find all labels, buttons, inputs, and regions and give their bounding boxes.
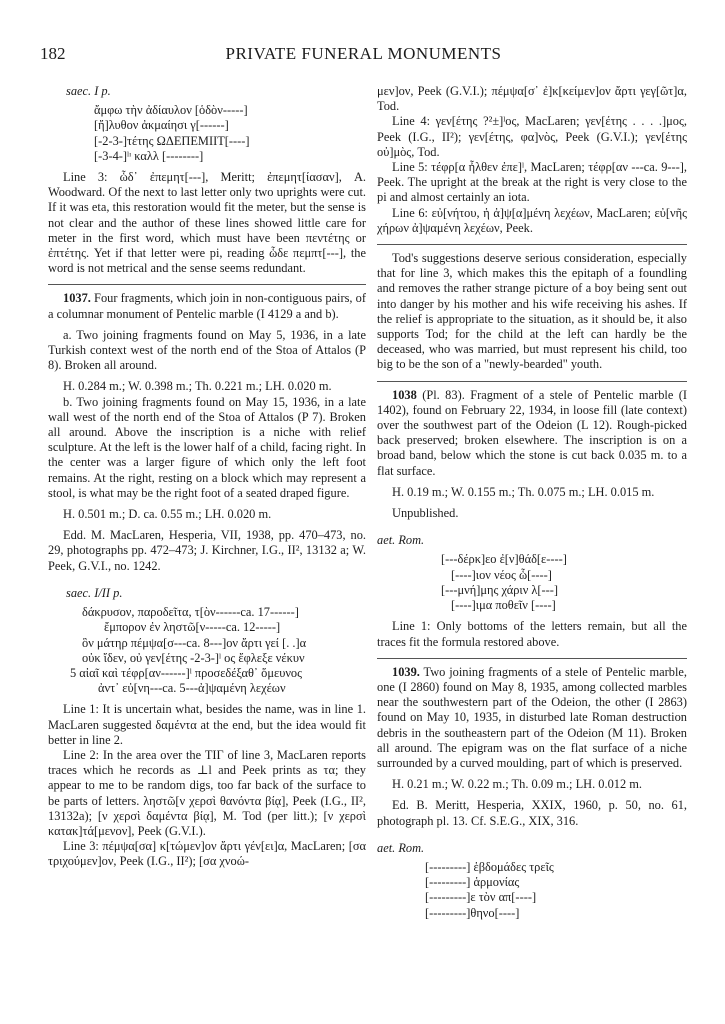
running-title: PRIVATE FUNERAL MONUMENTS [225, 44, 502, 63]
dimensions: H. 0.284 m.; W. 0.398 m.; Th. 0.221 m.; LH. 0.020 m. [63, 379, 332, 394]
note-line-4: Line 4: γεν[έτης ?²±]ˡος, MacLaren; γεν[έτης . . . .]μος, Peek (I.G., II²); γεν[έτης, φα]νὸς, Peek (G.V.I.); γεν[έτης οὐ]μὸς, Tod. [377, 114, 687, 159]
inscription-line: [---δέρκ]εο ἐ[ν]θάδ[ε----] [441, 552, 567, 567]
inscription-line: ἀντ᾽ εὐ[νη---ca. 5---ἀ]ψαμένη λεχέων [98, 681, 286, 696]
note-line-3: Line 3: πέμψα[σα] κ[τώμεν]ον ἄρτι γέν[ει]α, MacLaren; [σα τριχούμεν]ον, Peek (I.G., II²); [σα χνοώ- [48, 839, 366, 869]
inscription-line: ὃν μάτηρ πέμψα[σ---ca. 8---]ον ἄρτι γεί [. .]α [82, 635, 307, 650]
inscription-line: ἔμπορον ἐν ληστῶ[ν-----ca. 12-----] [104, 620, 281, 635]
inscription-line: [ἤ]λυθον ἀκμαίησι γ[------] [94, 118, 229, 133]
note-line-1: Line 1: It is uncertain what, besides the name, was in line 1. MacLaren suggested δαμέντα at the end, but the idea would fit better in line 2. [48, 702, 366, 747]
entry-number: 1038 [392, 387, 417, 402]
inscription-line: ἄμφω τὴν ἀδίαυλον [ὁδὸν-----] [94, 103, 248, 118]
date-heading: saec. I p. [66, 84, 111, 98]
inscription-line: [---------]ε τὸν απ[----] [425, 890, 537, 905]
entry-description: Four fragments, which join in non-contiguous pairs, of a columnar monument of Pentelic marble (I 4129 a and b). [48, 291, 366, 321]
entry-number: 1037. [63, 291, 91, 306]
inscription-line: οὐκ ἴδεν, οὐ γεν[έτης -2-3-]ˡ ος ἔφλεξε νέκυν [82, 650, 305, 665]
note-line-6: Line 6: εὐ[νήτου, ἡ ἀ]ψ[α]μένη λεχέων, MacLaren; εὐ[νῆς χήρων ἀ]ψαμένη λεχέων, Peek. [377, 205, 687, 235]
entry-description: (Pl. 83). Fragment of a stele of Pentelic marble (I 1402), found on February 22, 1934, in loose fill (late context) over the southwest part of the Odeion (L 12). Rough-picked back preserved; broken elsewhere. The inscription is on a broad band, below which the stone is cut back 0.035 m. to a flat surface. [377, 387, 687, 478]
divider [377, 381, 687, 382]
inscription-line: [-3-4-]ˡᶦ καλλ [--------] [94, 148, 204, 163]
dimensions: H. 0.501 m.; D. ca. 0.55 m.; LH. 0.020 m. [63, 507, 272, 522]
entry-1038 [377, 388, 687, 479]
note-line-5: Line 5: τέφρ[α ἦλθεν ἐπε]ˡ, MacLaren; τέφρ[αν ---ca. 9---], Peek. The upright at the break at the right is very close to the pi and almost certainly an iota. [377, 160, 687, 205]
divider [48, 284, 366, 285]
inscription-line: [-2-3-]τέτης ΩΔΕΠΕΜΙΙΤ[----] [94, 133, 250, 148]
entry-description: Two joining fragments of a stele of Pentelic marble, one (I 2860) found on May 8, 1935, among collected marbles near the southwestern part of the Odeion, the other (I 2863) found on May 10, 1935, in disturbed late Roman destruction debris in the southeastern part of the Odeion (M 11). Broken all around. The epigram was on the flat surface of a niche surrounded by a curved moulding, part of which is preserved. [377, 664, 688, 770]
fragment-a: a. Two joining fragments found on May 5, 1936, in a late Turkish context west of the north end of the Stoa of Attalos (P 8). Broken all around. [48, 327, 366, 373]
page-header [40, 44, 687, 68]
note-line-2: Line 2: In the area over the ΤΙΓ of line 3, MacLaren reports traces which he records as ⊥l and Peek prints as τα; they appear to me to be random digs, too far back of the surface to be parts of letters. ληστῶ[ν χερσὶ θανόντα βίᾳ], Peek (I.G., II², 13132a); [ν χερσὶ δαμέντα βίᾳ], M. Tod (per litt.); [ν χερσὶ κατακ]τά[μενον], Peek (G.V.I.). [48, 747, 366, 838]
inscription-1036 [94, 103, 366, 164]
commentary-paragraph: Line 3: ὧδ᾽ ἐπεμητ[---], Meritt; ἐπεμητ[ίασαν], A. Woodward. Of the next to last letter only two uprights were cut. If it was eta, this restoration would fit the meter, but the sense is not clear and the author of these lines showed little care for meter in the first word, which must have been πεντέτης or ἐπτέτης. Yet if that letter were pi, reading ὧδε πεμπτ[---], the word is not metrical and the sense seems redundant. [48, 170, 366, 276]
inscription-1039 [425, 860, 687, 921]
note-line-1: Line 1: Only bottoms of the letters remain, but all the traces fit the formula restored above. [377, 619, 687, 649]
inscription-line: [---------] ἁρμονίας [425, 875, 520, 890]
divider [377, 244, 687, 245]
inscription-line: [---------] ἑβδομάδες τρεῖς [425, 859, 554, 874]
editions: Edd. M. MacLaren, Hesperia, VII, 1938, pp. 470–473, no. 29, photographs pp. 472–473; J. Kirchner, I.G., II², 13132 a; W. Peek, G.V.I., no. 1242. [48, 528, 366, 573]
entry-number: 1039. [392, 664, 420, 679]
dimensions: H. 0.19 m.; W. 0.155 m.; Th. 0.075 m.; LH. 0.015 m. [392, 484, 655, 499]
note-continuation: μεν]ον, Peek (G.V.I.); πέμψα[σ᾽ ἐ]κ[κείμεν]ον ἄρτι γεγ[ῶτ]α, Tod. [377, 84, 687, 114]
entry-1039 [377, 665, 687, 771]
inscription-line: [----]ιον νέος ὧ[----] [451, 567, 552, 582]
date-heading: saec. I/II p. [66, 585, 123, 600]
inscription-1037 [70, 605, 366, 696]
editions: Ed. B. Meritt, Hesperia, XXIX, 1960, p. 50, no. 61, photograph pl. 13. Cf. S.E.G., XIX, 316. [377, 798, 687, 828]
right-column [377, 84, 687, 927]
dimensions: H. 0.21 m.; W. 0.22 m.; Th. 0.09 m.; LH. 0.012 m. [392, 777, 643, 792]
inscription-line: [---------]θηνο[----] [425, 905, 520, 920]
inscription-line: δάκρυσον, παροδεῖτα, τ[ὸν------ca. 17------] [82, 605, 299, 620]
inscription-line: 5 αἰαῖ καὶ τέφρ[αν------]ˡ προσεδέξαθ᾽ ὅμευνος [70, 665, 303, 680]
left-column [48, 84, 366, 870]
commentary-paragraph: Tod's suggestions deserve serious consideration, especially that for line 3, which makes this the epitaph of a foundling and removes the rather strange picture of a boy being sent out into danger by his mother and his wife receiving his ashes. If the relief is appropriate to the situation, as it should be, it also supports Tod; for the child at the left can hardly be the deceased, who was married, but must represent his child, too big to be the son of a "newly-bearded" youth. [377, 251, 687, 372]
publication-status: Unpublished. [392, 506, 459, 521]
fragment-b: b. Two joining fragments found on May 15, 1936, in a late wall west of the north end of the Stoa of Attalos (P 7). Broken all around. Above the inscription is a niche with relief sculpture. At the left is the lower half of a child, facing right. In the center was a larger figure of which only the left foot remains. At the right, resting on a block which may represent a stool, is what may be the right foot of a seated draped figure. [48, 394, 366, 500]
inscription-1038 [441, 552, 687, 613]
inscription-line: [---μνή]μης χάριν λ[---] [441, 582, 559, 597]
page-number: 182 [40, 44, 66, 63]
divider [377, 658, 687, 659]
inscription-line: [----]ιμα ποθεῖν [----] [451, 598, 556, 613]
date-heading: aet. Rom. [377, 840, 425, 855]
entry-1037 [48, 291, 366, 321]
date-heading: aet. Rom. [377, 533, 425, 548]
